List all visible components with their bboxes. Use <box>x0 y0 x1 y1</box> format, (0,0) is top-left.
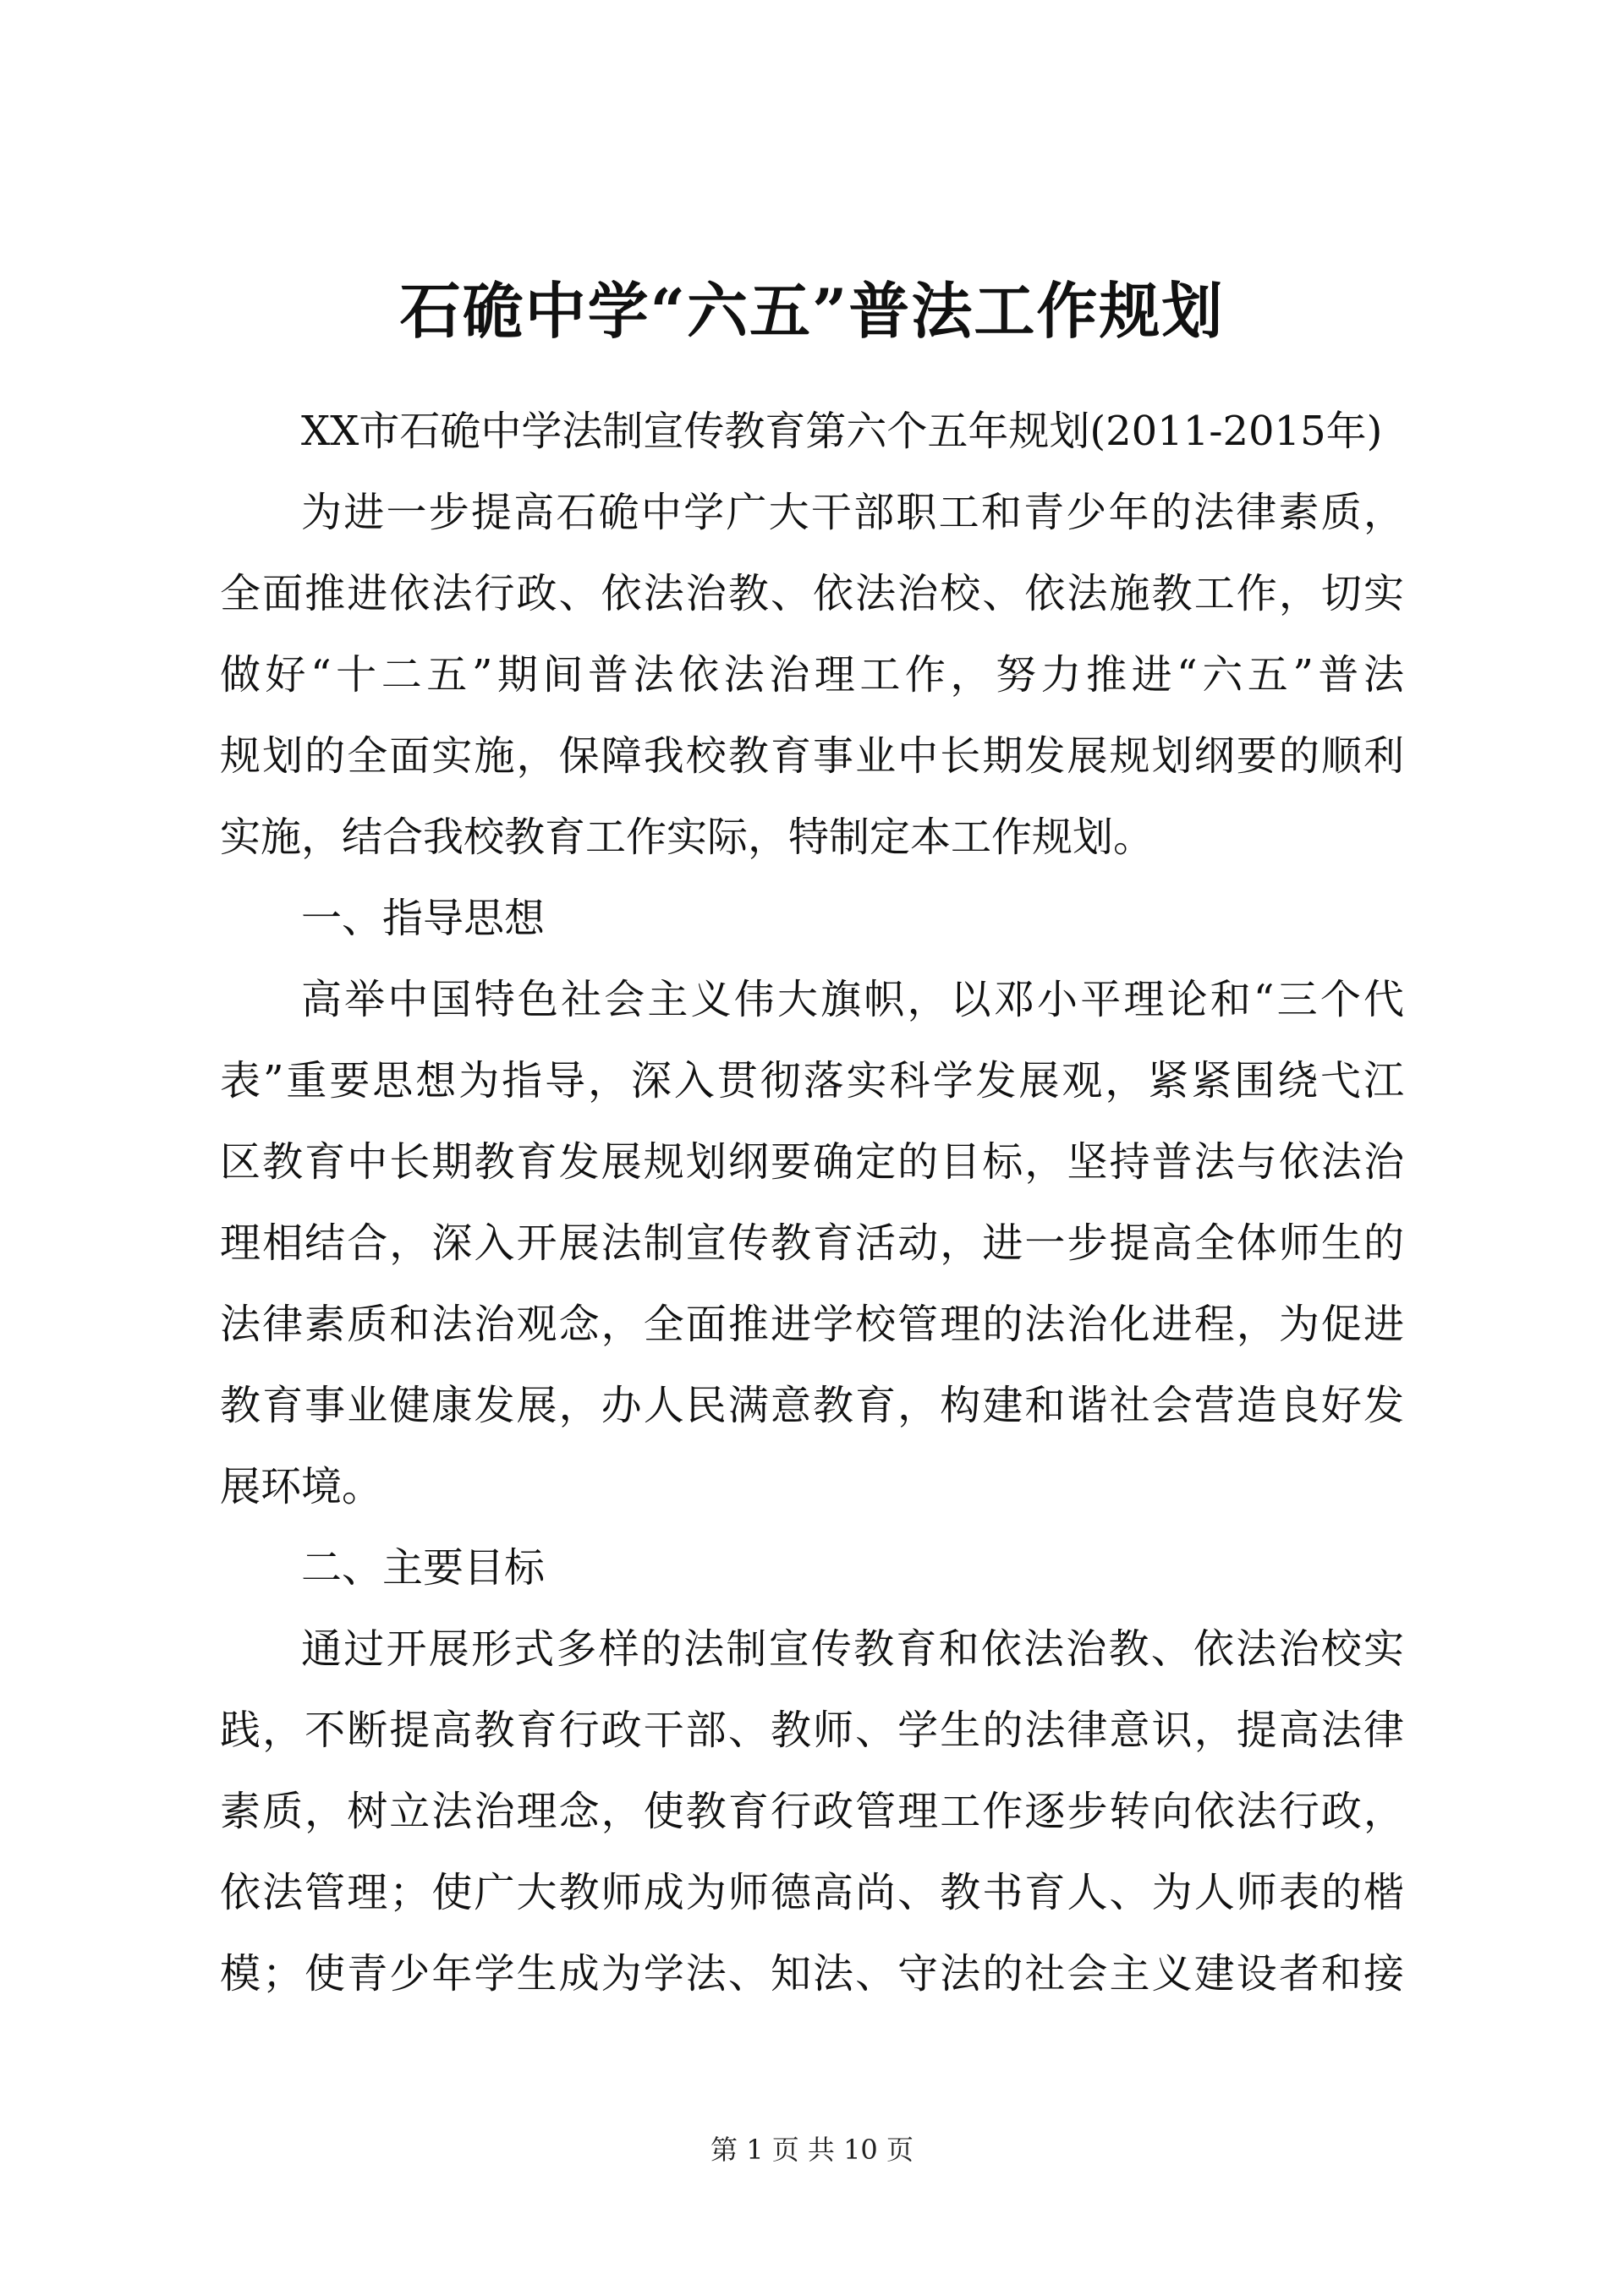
body-line: 实施，结合我校教育工作实际，特制定本工作规划。 <box>220 814 1155 861</box>
body-line: 教育事业健康发展，办人民满意教育，构建和谐社会营造良好发 <box>220 1382 1404 1429</box>
document-title: 石硊中学“六五”普法工作规划 <box>399 275 1225 347</box>
body-line: 做好“十二五”期间普法依法治理工作，努力推进“六五”普法 <box>220 651 1404 699</box>
section-heading: 一、指导思想 <box>301 895 546 942</box>
body-line: 通过开展形式多样的法制宣传教育和依法治教、依法治校实 <box>301 1625 1404 1673</box>
body-line: XX市石硊中学法制宣传教育第六个五年规划(2011-2015年) <box>301 408 1383 455</box>
body-line: 理相结合，深入开展法制宣传教育活动，进一步提高全体师生的 <box>220 1219 1404 1267</box>
body-line: 践，不断提高教育行政干部、教师、学生的法律意识，提高法律 <box>220 1707 1404 1754</box>
page-number-footer: 第 1 页 共 10 页 <box>710 2134 914 2166</box>
body-line: 模；使青少年学生成为学法、知法、守法的社会主义建设者和接 <box>220 1950 1404 1997</box>
body-line: 全面推进依法行政、依法治教、依法治校、依法施教工作，切实 <box>220 570 1404 617</box>
body-line: 表”重要思想为指导，深入贯彻落实科学发展观，紧紧围绕弋江 <box>220 1057 1404 1104</box>
body-line: 素质，树立法治理念，使教育行政管理工作逐步转向依法行政， <box>220 1788 1404 1835</box>
body-line: 法律素质和法治观念，全面推进学校管理的法治化进程，为促进 <box>220 1301 1404 1348</box>
document-body <box>220 391 1404 2014</box>
body-line: 为进一步提高石硊中学广大干部职工和青少年的法律素质， <box>301 489 1404 536</box>
body-line: 规划的全面实施，保障我校教育事业中长期发展规划纲要的顺利 <box>220 732 1404 780</box>
body-line: 展环境。 <box>220 1463 383 1510</box>
body-line: 区教育中长期教育发展规划纲要确定的目标，坚持普法与依法治 <box>220 1138 1404 1186</box>
body-line: 高举中国特色社会主义伟大旗帜，以邓小平理论和“三个代 <box>301 976 1404 1023</box>
section-heading: 二、主要目标 <box>301 1544 546 1592</box>
body-line: 依法管理；使广大教师成为师德高尚、教书育人、为人师表的楷 <box>220 1869 1404 1916</box>
